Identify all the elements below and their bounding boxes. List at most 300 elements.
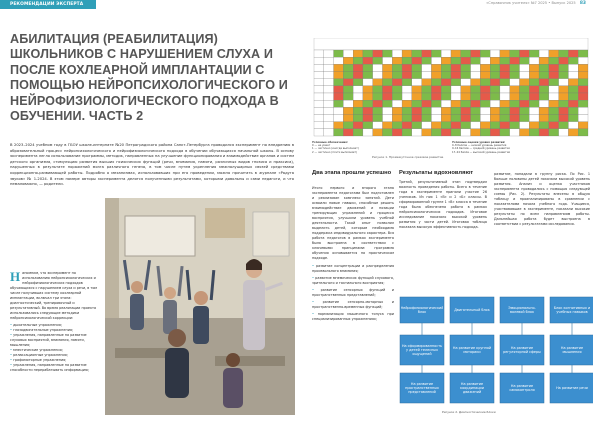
table-cell	[510, 100, 520, 107]
table-cell	[539, 122, 549, 129]
table-cell	[402, 64, 412, 71]
table-cell	[549, 115, 559, 122]
table-cell	[383, 86, 393, 93]
table-cell	[520, 122, 530, 129]
table-cell	[373, 57, 383, 64]
table-cell	[578, 72, 588, 79]
table-cell	[441, 79, 451, 86]
table-cell	[529, 72, 539, 79]
table-cell	[500, 79, 510, 86]
table-cell	[353, 79, 363, 86]
table-cell	[461, 57, 471, 64]
table-cell	[363, 57, 373, 64]
table-cell	[480, 107, 490, 114]
table-cell	[480, 79, 490, 86]
table-cell	[471, 86, 481, 93]
table-cell	[559, 122, 569, 129]
diagram-block-label: Двигательный блок	[454, 308, 490, 312]
stage-item: • развитие мнемических функций слухового, зрительного и тактильного восприятия;	[312, 276, 394, 286]
diagram-block-label: На развитие координации движений	[460, 382, 484, 394]
table-cell	[373, 100, 383, 107]
table-cell	[510, 86, 520, 93]
legend-line: 2 — частично (почти выполняет)	[312, 150, 358, 154]
diagram-block-label: На сформированность у детей телесных ощущений	[401, 344, 443, 356]
method-item: • графомоторные упражнения;	[10, 358, 100, 363]
table-cell	[353, 86, 363, 93]
table-cell	[363, 122, 373, 129]
lead-paragraph: В 2023–2024 учебном году в ГБОУ школе-интернате №20 Петроградского района Санкт-Петербурга проводился эксперимент по внедрению в образовательный процесс нейропсихологического и нейрофизиологического подхода в обучении обучающихся начальной школы. В основу эксперимента легло использование программы, методик, направленных на улучшение функционирования и взаимодействие органов и систем детского организма, стимуляцию развития высших психических функций (речи, внимания, памяти, различных видов гнозиса и праксиса), нарушенных в результате поражений мозга различного генеза, в том числе путем укрепления межполушарных связей средствами коррекционно-развивающей работы. Подробно о механизмах, использовавших при его проведении, можно прочитать в журнале «Радуга звуков» № 1-2024. В этом номере авторы эксперимента делятся полученными результатами, которыми довольны и сами педагоги, и что немаловажно, — родители.	[10, 143, 294, 187]
table-cell	[451, 93, 461, 100]
table-cell	[431, 129, 441, 136]
table-cell	[334, 72, 344, 79]
table-cell	[480, 50, 490, 57]
table-cell	[441, 122, 451, 129]
table-cell	[539, 86, 549, 93]
table-cell	[334, 122, 344, 129]
table-cell	[392, 107, 402, 114]
table-cell	[451, 72, 461, 79]
table-cell	[343, 72, 353, 79]
table-cell	[520, 72, 530, 79]
table-cell	[441, 57, 451, 64]
table-cell	[363, 79, 373, 86]
dropcap: Н	[10, 269, 21, 284]
table-cell	[520, 86, 530, 93]
table-cell	[402, 100, 412, 107]
table-cell	[461, 72, 471, 79]
table-cell	[314, 122, 324, 129]
table-cell	[568, 107, 578, 114]
method-item: • упражнения, направленные на развитие способности перерабатывать информацию;	[10, 363, 100, 373]
table-cell	[520, 79, 530, 86]
table-cell	[490, 50, 500, 57]
table-cell	[383, 100, 393, 107]
table-cell	[392, 64, 402, 71]
rubric-label: РЕКОМЕНДАЦИИ ЭКСПЕРТА	[0, 0, 96, 9]
table-cell	[480, 100, 490, 107]
table-cell	[431, 64, 441, 71]
legend-line: 0 — не умеет	[312, 144, 331, 148]
table-cell	[373, 79, 383, 86]
table-cell	[402, 50, 412, 57]
table-cell	[422, 129, 432, 136]
table-cell	[314, 93, 324, 100]
method-item: • дыхательные упражнения;	[10, 323, 100, 328]
table-cell	[431, 79, 441, 86]
table-cell	[520, 100, 530, 107]
table-cell	[334, 115, 344, 122]
table-cell	[471, 93, 481, 100]
stage-item: • развитие сенсорных функций и пространственных представлений;	[312, 288, 394, 298]
table-cell	[461, 64, 471, 71]
table-cell	[549, 57, 559, 64]
diagram-block-label: На развитие пространственных представлений	[405, 382, 439, 394]
table-cell	[559, 93, 569, 100]
table-cell	[383, 57, 393, 64]
table-cell	[490, 86, 500, 93]
diagram-block	[500, 373, 544, 403]
table-cell	[422, 100, 432, 107]
table-cell	[568, 93, 578, 100]
table-cell	[314, 107, 324, 114]
table-cell	[363, 93, 373, 100]
table-cell	[422, 107, 432, 114]
diagram-block-header	[400, 297, 444, 323]
table-cell	[480, 93, 490, 100]
table-cell	[539, 79, 549, 86]
table-cell	[471, 57, 481, 64]
table-cell	[402, 107, 412, 114]
table-cell	[363, 115, 373, 122]
diagram-block-label: На развитие мышления	[560, 346, 584, 354]
table-cell	[392, 115, 402, 122]
diagram-block-header	[450, 297, 494, 323]
table-cell	[568, 122, 578, 129]
table-cell	[412, 107, 422, 114]
table-cell	[422, 64, 432, 71]
table-cell	[529, 115, 539, 122]
table-cell	[383, 64, 393, 71]
table-cell	[422, 72, 432, 79]
table-cell	[568, 115, 578, 122]
table-cell	[412, 129, 422, 136]
table-cell	[343, 93, 353, 100]
diagnostic-blocks-diagram	[397, 293, 593, 408]
table-cell	[334, 86, 344, 93]
figure2-caption: Рисунок 2. Диагностические блоки	[442, 410, 496, 414]
table-cell	[383, 72, 393, 79]
table-cell	[520, 129, 530, 136]
table-cell	[314, 57, 324, 64]
table-cell	[529, 57, 539, 64]
diagram-block-header	[550, 297, 593, 323]
table-cell	[490, 107, 500, 114]
diagram-block-label: На развитие самоконтроля	[509, 384, 535, 392]
diagram-block-label: На развитие речи	[556, 386, 588, 390]
table-cell	[451, 57, 461, 64]
table-cell	[402, 122, 412, 129]
legend-line: Условные оценки уровня развития:	[452, 141, 506, 144]
legend-line: 1 — частично (иногда выполняет)	[312, 147, 359, 151]
table-cell	[363, 50, 373, 57]
table-cell	[353, 93, 363, 100]
table-cell	[422, 93, 432, 100]
table-legend	[312, 141, 590, 154]
table-cell	[549, 86, 559, 93]
table-cell	[578, 93, 588, 100]
table-cell	[402, 72, 412, 79]
table-cell	[324, 129, 334, 136]
table-cell	[334, 107, 344, 114]
table-cell	[490, 115, 500, 122]
table-cell	[480, 115, 490, 122]
table-cell	[480, 72, 490, 79]
table-cell	[510, 129, 520, 136]
table-cell	[383, 93, 393, 100]
table-cell	[471, 115, 481, 122]
table-cell	[412, 57, 422, 64]
table-cell	[529, 93, 539, 100]
table-cell	[510, 79, 520, 86]
table-cell	[373, 86, 383, 93]
table-cell	[461, 115, 471, 122]
table-cell	[353, 129, 363, 136]
table-cell	[334, 64, 344, 71]
table-cell	[510, 64, 520, 71]
table-cell	[314, 64, 324, 71]
table-cell	[422, 122, 432, 129]
table-cell	[529, 129, 539, 136]
stages-column	[312, 186, 394, 324]
table-cell	[373, 122, 383, 129]
table-cell	[334, 93, 344, 100]
table-cell	[431, 86, 441, 93]
table-cell	[314, 100, 324, 107]
table-cell	[539, 64, 549, 71]
table-cell	[490, 72, 500, 79]
table-cell	[480, 57, 490, 64]
table-cell	[549, 72, 559, 79]
table-cell	[441, 50, 451, 57]
table-cell	[490, 93, 500, 100]
table-cell	[461, 122, 471, 129]
table-cell	[324, 50, 334, 57]
table-cell	[324, 57, 334, 64]
table-cell	[324, 86, 334, 93]
table-cell	[480, 86, 490, 93]
method-item: • упражнения, направленные на развитие слуховых восприятий, внимания, памяти, мышления;	[10, 333, 100, 348]
table-cell	[334, 100, 344, 107]
table-cell	[441, 64, 451, 71]
table-cell	[324, 122, 334, 129]
table-cell	[578, 107, 588, 114]
table-cell	[324, 107, 334, 114]
legend-line: 17–24 балла — высокий уровень развития	[452, 150, 510, 154]
table-cell	[451, 100, 461, 107]
table-cell	[480, 64, 490, 71]
table-cell	[539, 57, 549, 64]
table-cell	[500, 93, 510, 100]
section-heading-stages: Два этапа прошли успешно	[312, 170, 392, 176]
table-cell	[353, 122, 363, 129]
table-cell	[549, 100, 559, 107]
diagram-block	[550, 373, 593, 403]
table-cell	[353, 72, 363, 79]
table-cell	[343, 129, 353, 136]
table-cell	[353, 64, 363, 71]
table-cell	[549, 50, 559, 57]
table-cell	[392, 86, 402, 93]
table-cell	[568, 50, 578, 57]
table-cell	[392, 122, 402, 129]
table-cell	[471, 79, 481, 86]
table-cell	[539, 100, 549, 107]
table-cell	[559, 115, 569, 122]
table-cell	[500, 122, 510, 129]
table-cell	[324, 79, 334, 86]
table-cell	[422, 79, 432, 86]
table-cell	[471, 107, 481, 114]
table-cell	[529, 122, 539, 129]
table-cell	[422, 86, 432, 93]
table-cell	[520, 93, 530, 100]
table-cell	[343, 64, 353, 71]
table-cell	[559, 72, 569, 79]
table-cell	[451, 107, 461, 114]
diagram-block-label: Нейрофизиологический блок	[401, 306, 443, 314]
stages-list	[312, 264, 394, 322]
table-cell	[549, 93, 559, 100]
diagram-block	[550, 335, 593, 365]
table-cell	[441, 72, 451, 79]
table-cell	[510, 93, 520, 100]
table-cell	[392, 79, 402, 86]
table-cell	[363, 86, 373, 93]
table-cell	[431, 72, 441, 79]
diagram-block-label: На развитие крупной моторики	[452, 346, 492, 354]
table-cell	[461, 79, 471, 86]
table-cell	[500, 107, 510, 114]
stage-item: • развитие сенсорно-моторных и пространственно-временных функций;	[312, 300, 394, 310]
table-cell	[343, 100, 353, 107]
table-cell	[520, 115, 530, 122]
table-cell	[431, 115, 441, 122]
table-cell	[471, 129, 481, 136]
diagram-block	[400, 373, 444, 403]
table-cell	[363, 100, 373, 107]
table-cell	[520, 50, 530, 57]
results-column	[399, 180, 487, 230]
diagram-block	[500, 335, 544, 365]
table-cell	[471, 72, 481, 79]
table-cell	[568, 129, 578, 136]
page-header	[0, 0, 600, 9]
table-cell	[529, 79, 539, 86]
table-cell	[559, 129, 569, 136]
table-cell	[578, 100, 588, 107]
table-cell	[314, 79, 324, 86]
table-cell	[314, 72, 324, 79]
table-cell	[559, 64, 569, 71]
table-cell	[412, 86, 422, 93]
table-cell	[549, 64, 559, 71]
table-cell	[431, 100, 441, 107]
table-cell	[500, 100, 510, 107]
table-cell	[334, 79, 344, 86]
table-cell	[412, 79, 422, 86]
table-cell	[568, 100, 578, 107]
table-cell	[441, 93, 451, 100]
table-cell	[451, 50, 461, 57]
results-table-figure	[312, 38, 590, 138]
table-cell	[559, 57, 569, 64]
table-cell	[559, 79, 569, 86]
legend-line: Условные обозначения:	[312, 141, 348, 144]
table-cell	[314, 115, 324, 122]
table-cell	[539, 115, 549, 122]
table-cell	[559, 100, 569, 107]
table-cell	[549, 79, 559, 86]
table-cell	[383, 115, 393, 122]
table-cell	[578, 122, 588, 129]
table-cell	[461, 50, 471, 57]
table-cell	[500, 50, 510, 57]
table-cell	[539, 107, 549, 114]
table-cell	[529, 107, 539, 114]
section-heading-results: Результаты вдохновляют	[399, 170, 474, 176]
classroom-photo	[105, 198, 295, 415]
table-cell	[471, 122, 481, 129]
table-cell	[314, 50, 324, 57]
classroom-photo-illustration	[105, 198, 295, 415]
table-cell	[431, 57, 441, 64]
table-cell	[549, 107, 559, 114]
table-cell	[343, 122, 353, 129]
results-table	[312, 38, 590, 138]
table-cell	[461, 93, 471, 100]
table-cell	[334, 129, 344, 136]
table-cell	[510, 72, 520, 79]
table-cell	[343, 86, 353, 93]
table-cell	[363, 72, 373, 79]
table-cell	[441, 107, 451, 114]
table-cell	[422, 57, 432, 64]
table-cell	[520, 107, 530, 114]
table-cell	[392, 100, 402, 107]
table-cell	[383, 107, 393, 114]
table-cell	[373, 93, 383, 100]
table-cell	[353, 107, 363, 114]
table-cell	[500, 57, 510, 64]
table-cell	[529, 86, 539, 93]
table-cell	[343, 107, 353, 114]
table-cell	[441, 100, 451, 107]
table-cell	[343, 79, 353, 86]
table-cell	[334, 50, 344, 57]
stage-item: • развитие концентрации и распределения произвольного внимания;	[312, 264, 394, 274]
table-cell	[539, 129, 549, 136]
table-cell	[471, 64, 481, 71]
table-cell	[451, 129, 461, 136]
table-cell	[363, 64, 373, 71]
table-cell	[520, 57, 530, 64]
table-cell	[343, 115, 353, 122]
table-cell	[422, 50, 432, 57]
legend-line: 0–8 баллов — низкий уровень развития	[452, 144, 507, 148]
table-cell	[480, 122, 490, 129]
method-item: • мнестические упражнения;	[10, 348, 100, 353]
table-cell	[324, 72, 334, 79]
table-cell	[539, 50, 549, 57]
side-intro: апомним, что эксперимент по использованию нейропсихологических и нейрофизиологических подходов обучающихся с нарушением слуха и речи, в том числе получивших систему кохлеарной имплантации, включал три этапа: диагностический, тренировочный и результативный. Во время реализации проекта использовались следующие методики нейропсихологической коррекции:	[10, 271, 97, 320]
table-cell	[568, 57, 578, 64]
table-cell	[383, 79, 393, 86]
table-cell	[373, 50, 383, 57]
table-cell	[402, 57, 412, 64]
table-cell	[334, 57, 344, 64]
table-cell	[402, 115, 412, 122]
table-cell	[461, 129, 471, 136]
table-cell	[343, 50, 353, 57]
table-cell	[392, 57, 402, 64]
table-cell	[422, 115, 432, 122]
table-cell	[402, 93, 412, 100]
table-cell	[373, 129, 383, 136]
page-number: 83	[579, 1, 586, 6]
table-cell	[392, 72, 402, 79]
diagram-block-label: Эмоционально-волевой блок	[508, 306, 536, 314]
table-cell	[500, 129, 510, 136]
